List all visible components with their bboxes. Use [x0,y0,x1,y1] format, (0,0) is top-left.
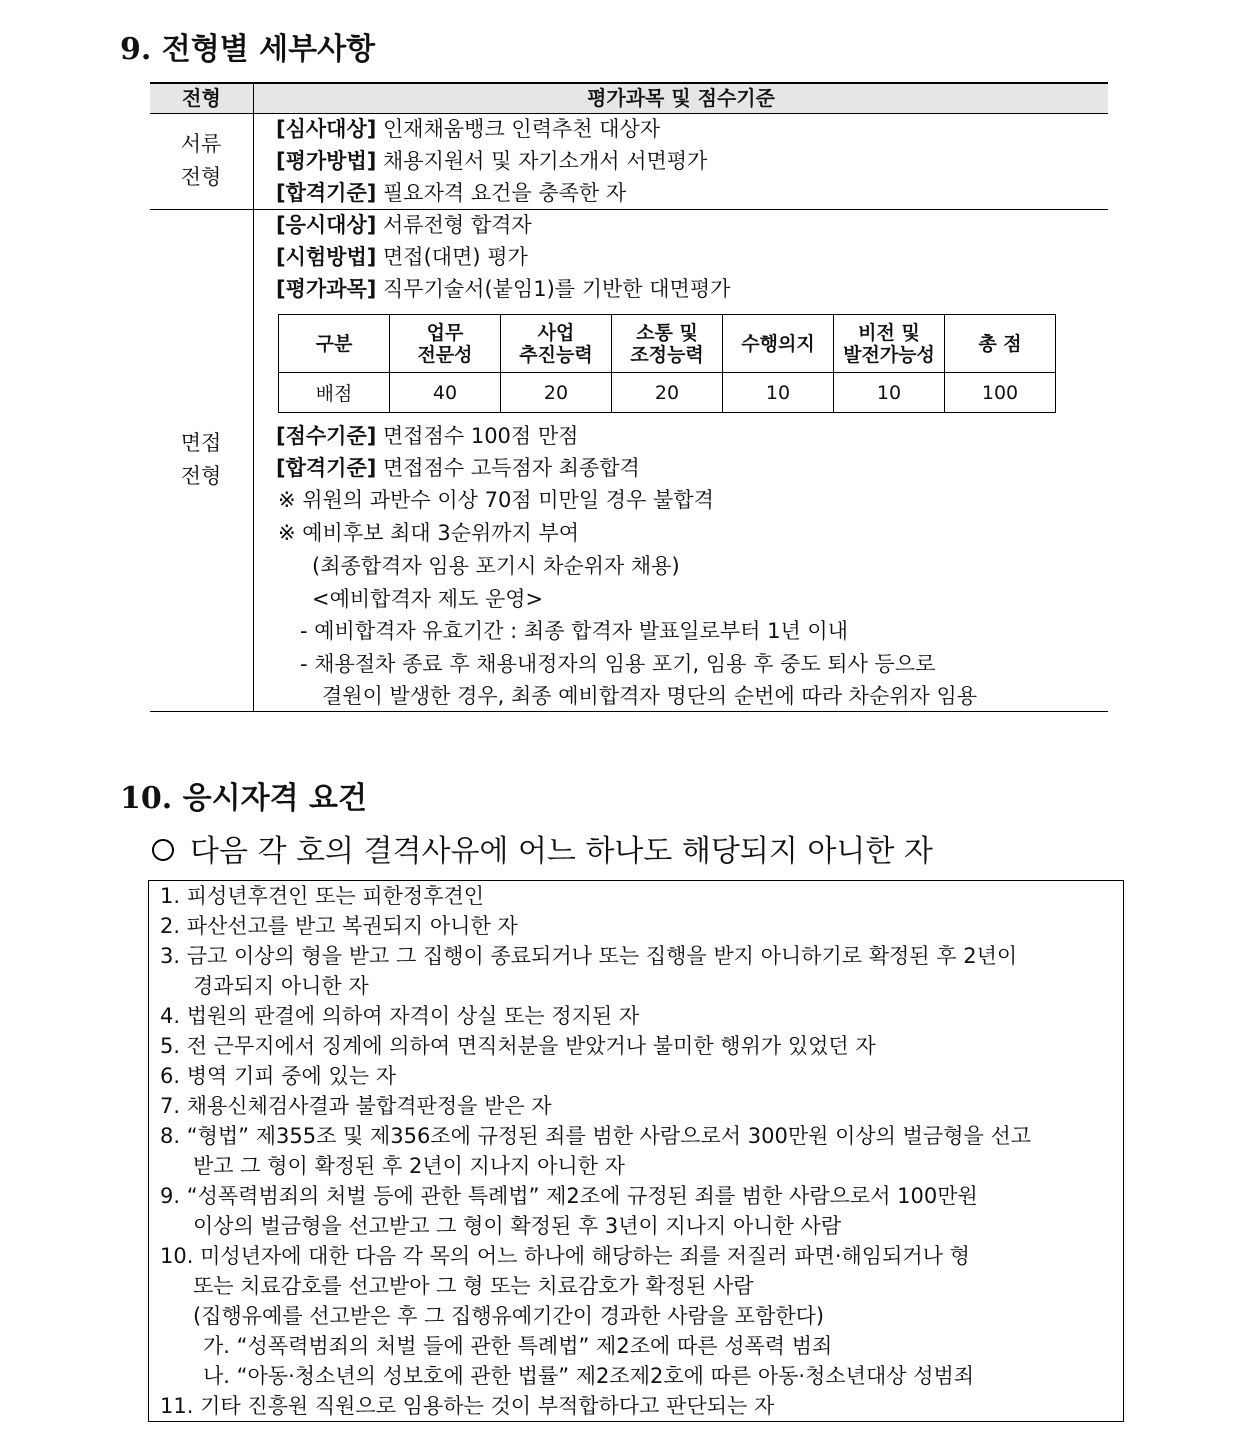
circle-bullet-icon [152,839,174,861]
interview-row [276,452,640,484]
note-line: <예비합격자 제도 운영> [312,587,544,611]
list-item: 또는 치료감호를 선고받아 그 형 또는 치료감호가 확정된 사람 [193,1274,754,1298]
score-header-cell: 수행의지 [723,315,834,373]
doc-stage-label-2: 전형 [180,165,222,189]
table-column-divider [253,83,254,711]
list-item: 6. 병역 기피 중에 있는 자 [160,1064,396,1088]
list-item: 4. 법원의 판결에 의하여 자격이 상실 또는 정지된 자 [160,1004,640,1028]
list-item: 10. 미성년자에 대한 다음 각 목의 어느 하나에 해당하는 죄를 저질러 파면·해임되거나 형 [160,1244,970,1268]
score-header-cell: 총 점 [945,315,1056,373]
list-item: 2. 파산선고를 받고 복권되지 아니한 자 [160,914,518,938]
score-table [278,314,1056,413]
interview-row [276,241,528,273]
row-value: 면접(대면) 평가 [376,245,528,269]
section9-title: 9. 전형별 세부사항 [120,32,376,67]
row-key: [평가방법] [276,149,377,173]
header-criteria: 평가과목 및 점수기준 [587,86,775,110]
row-key: [시험방법] [276,245,377,269]
row-value: 필요자격 요건을 충족한 자 [376,181,627,205]
doc-row [276,145,707,177]
score-header-cell: 비전 및 발전가능성 [834,315,945,373]
note-line: (최종합격자 임용 포기시 차순위자 채용) [312,554,680,578]
score-value-cell: 40 [390,373,501,413]
score-table-header-row [279,315,1056,373]
list-item: 이상의 벌금형을 선고받고 그 형이 확정된 후 3년이 지나지 아니한 사람 [193,1214,842,1238]
score-value-cell: 10 [834,373,945,413]
note-line: - 예비합격자 유효기간 : 최종 합격자 발표일로부터 1년 이내 [300,619,848,643]
row-key: [평가과목] [276,277,377,301]
note-line: - 채용절차 종료 후 채용내정자의 임용 포기, 임용 후 중도 퇴사 등으로 [300,652,936,676]
list-item: 7. 채용신체검사결과 불합격판정을 받은 자 [160,1094,552,1118]
list-item: 8. “형법” 제355조 및 제356조에 규정된 죄를 범한 사람으로서 300만원 이상의 벌금형을 선고 [160,1124,1032,1148]
list-item: 가. “성폭력범죄의 처벌 들에 관한 특례법” 제2조에 따른 성폭력 범죄 [203,1334,833,1358]
row-key: [점수기준] [276,424,377,448]
row-value: 직무기술서(붙임1)를 기반한 대면평가 [376,277,731,301]
row-key: [합격기준] [276,181,377,205]
row-value: 면접점수 고득점자 최종합격 [376,456,640,480]
list-item: 3. 금고 이상의 형을 받고 그 집행이 종료되거나 또는 집행을 받지 아니하기로 확정된 후 2년이 [160,944,1018,968]
row-value: 면접점수 100점 만점 [376,424,579,448]
section10-title: 10. 응시자격 요건 [120,781,367,816]
list-item: 1. 피성년후견인 또는 피한정후견인 [160,884,485,908]
row-key: [합격기준] [276,456,377,480]
doc-row [276,177,626,209]
list-item: 9. “성폭력범죄의 처벌 등에 관한 특례법” 제2조에 규정된 죄를 범한 사람으로서 100만원 [160,1184,978,1208]
note-line: ※ 위원의 과반수 이상 70점 미만일 경우 불합격 [278,488,714,512]
row-value: 채용지원서 및 자기소개서 서면평가 [376,149,708,173]
score-value-cell: 100 [945,373,1056,413]
score-value-cell: 10 [723,373,834,413]
row-value: 서류전형 합격자 [376,213,532,237]
score-header-cell: 사업 추진능력 [501,315,612,373]
row-key: [심사대상] [276,117,377,141]
interview-stage-label-1: 면접 [180,431,222,455]
score-header-cell: 소통 및 조정능력 [612,315,723,373]
list-item: 나. “아동·청소년의 성보호에 관한 법률” 제2조제2호에 따른 아동·청소년대상 성범죄 [203,1364,975,1388]
header-stage: 전형 [182,86,221,110]
list-item: 11. 기타 진흥원 직원으로 임용하는 것이 부적합하다고 판단되는 자 [160,1394,775,1418]
list-item: (집행유예를 선고받은 후 그 집행유예기간이 경과한 사람을 포함한다) [193,1304,825,1328]
eligibility-lead [152,826,933,870]
lead-text: 다음 각 호의 결격사유에 어느 하나도 해당되지 아니한 자 [190,834,933,869]
interview-row [276,420,578,452]
doc-row [276,113,660,145]
note-line: 결원이 발생한 경우, 최종 예비합격자 명단의 순번에 따라 차순위자 임용 [322,684,978,708]
score-table-value-row [279,373,1056,413]
score-header-cell: 업무 전문성 [390,315,501,373]
row-value: 인재채움뱅크 인력추천 대상자 [376,117,661,141]
doc-stage-label-1: 서류 [180,132,222,156]
score-value-cell: 20 [501,373,612,413]
row-key: [응시대상] [276,213,377,237]
interview-row [276,209,532,241]
score-header-cell: 구분 [279,315,390,373]
list-item: 경과되지 아니한 자 [193,974,369,998]
score-value-cell: 20 [612,373,723,413]
interview-row [276,273,730,305]
interview-stage-label-2: 전형 [180,464,222,488]
list-item: 받고 그 형이 확정된 후 2년이 지나지 아니한 자 [193,1154,625,1178]
note-line: ※ 예비후보 최대 3순위까지 부여 [278,521,580,545]
score-value-cell: 배점 [279,373,390,413]
list-item: 5. 전 근무지에서 징계에 의하여 면직처분을 받았거나 불미한 행위가 있었던 자 [160,1034,876,1058]
